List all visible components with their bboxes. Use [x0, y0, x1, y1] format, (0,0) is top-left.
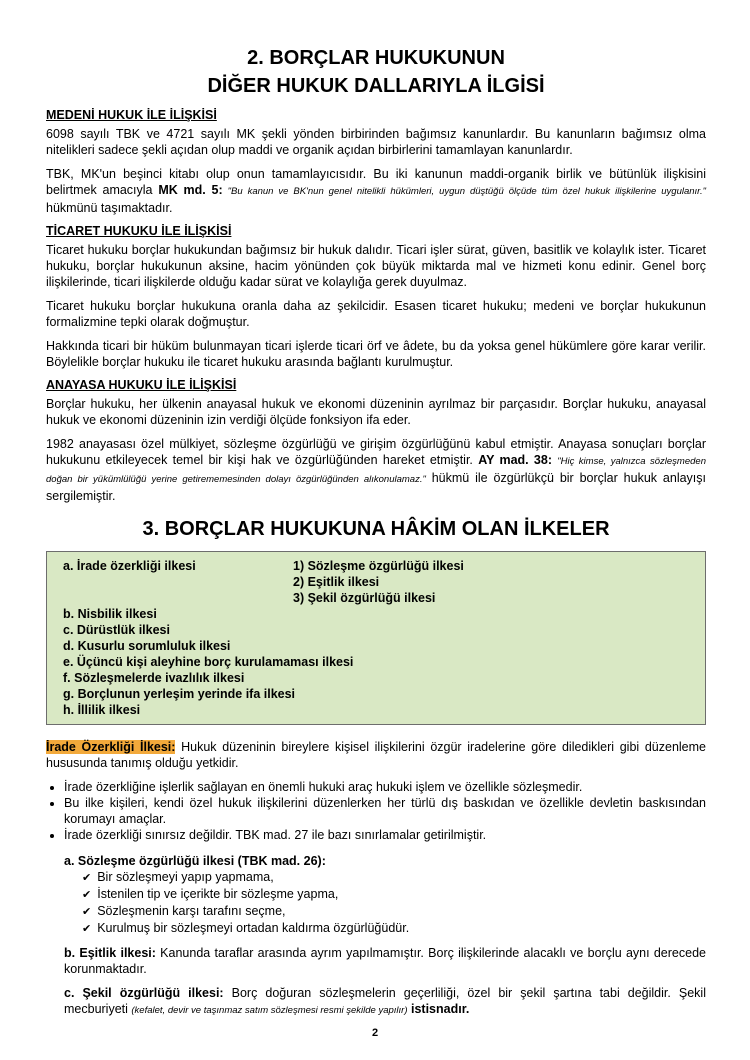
paragraph: 1982 anayasası özel mülkiyet, sözleşme özgürlüğü ve girişim özgürlüğünü kabul etmiştir. Anayasa sonuçları borçlar hukukunu etkileyecek temel bir kişi hak ve özgürlüğünden hareket etmiştir. AY mad. 38: "Hiç kimse, yalnızca sözleşmeden doğan bir yükümlülüğü yerine getirememesinden dolayı özgürlüğünden alıkonulamaz." hükmü ile özgürlükçü bir borçlar hukuk anlayışı sergilemiştir.	[46, 437, 706, 503]
principle-row	[63, 574, 691, 590]
list-item: • İrade özerkliği sınırsız değildir. TBK mad. 27 ile bazı sınırlamalar getirilmiştir.	[64, 827, 706, 843]
sub-section-c: c. Şekil özgürlüğü ilkesi: Borç doğuran sözleşmelerin geçerliliği, özel bir şekil şartına tabi değildir. Şekil mecburiyeti (kefalet, devir ve taşınmaz satım sözleşmesi resmi şekilde yapılır) istisnadır.	[64, 986, 706, 1016]
paragraph: Borçlar hukuku, her ülkenin anayasal hukuk ve ekonomi düzeninin ayrılmaz bir parçasıdır. Borçlar hukuku, anayasal hukuk ve ekonomi düzeninin izin verdiği ölçüde fonksiyon ifa eder.	[46, 397, 706, 427]
paragraph: Hakkında ticari bir hüküm bulunmayan ticari işlerde ticari örf ve âdete, bu da yoksa genel hükümlere göre karar verilir. Böylelikle borçlar hukuku ile ticaret hukuku arasında bağlantı kurulmuştur.	[46, 339, 706, 369]
principle-sub-item: 3) Şekil özgürlüğü ilkesi	[293, 591, 436, 605]
document-page	[46, 44, 706, 1027]
sub-heading: a. Sözleşme özgürlüğü ilkesi (TBK mad. 26):	[64, 854, 326, 868]
list-item: • İrade özerkliğine işlerlik sağlayan en önemli hukuki araç hukuki işlem ve özellikle sözleşmedir.	[64, 779, 706, 795]
law-quote: "Hiç kimse, yalnızca sözleşmeden doğan bir yükümlülüğü yerine getirememesinden dolayı özgürlüğünden alıkonulamaz."	[46, 456, 706, 485]
principle-item: h. İllilik ilkesi	[63, 703, 141, 717]
paragraph: TBK, MK'un beşinci kitabı olup onun tamamlayıcısıdır. Bu iki kanunun maddi-organik birlik ve bütünlük ilişkisini belirtmek amacıyla MK md. 5: "Bu kanun ve BK'nun genel nitelikli hükümleri, uygun düştüğü ölçüde tüm özel hukuk ilişkilerine uygulanır." hükmünü taşımaktadır.	[46, 167, 706, 215]
list-item: • Bu ilke kişileri, kendi özel hukuk ilişkilerini düzenlerken her türlü dış baskıdan ve özellikle devletin baskısından korumayı amaçlar.	[64, 795, 706, 827]
principle-sub-item: 1) Sözleşme özgürlüğü ilkesi	[293, 559, 464, 573]
sub-section-b: b. Eşitlik ilkesi: Kanunda taraflar arasında ayrım yapılmamıştır. Borç ilişkilerinde alacaklı ve borçlu aynı derecede korunmaktadır.	[64, 946, 706, 976]
principle-sub-item: 2) Eşitlik ilkesi	[293, 575, 380, 589]
principle-item: d. Kusurlu sorumluluk ilkesi	[63, 639, 231, 653]
principle-item: c. Dürüstlük ilkesi	[63, 623, 170, 637]
paragraph: Ticaret hukuku borçlar hukukundan bağımsız bir hukuk dalıdır. Ticari işler sürat, güven, basitlik ve kolaylık ister. Ticaret hukuku, borçlar hukukunun aksine, hacim yönünden çok büyük miktarda mal ve hizmeti konu edinir. Genel borç ilişkilerinde, ticari ilişkilerde olduğu kadar sürat ve kolaylığa gerek duyulmaz.	[46, 243, 706, 289]
check-list	[64, 869, 706, 937]
note: (kefalet, devir ve taşınmaz satım sözleşmesi resmi şekilde yapılır)	[131, 1005, 408, 1016]
paragraph: Ticaret hukuku borçlar hukukuna oranla daha az şekilcidir. Esasen ticaret hukuku; medeni ve borçlar hukukunun formalizmine tepki olarak doğmuştur.	[46, 299, 706, 329]
principle-item: a. İrade özerkliği ilkesi	[63, 559, 196, 573]
law-reference: MK md. 5:	[158, 183, 223, 197]
paragraph: 6098 sayılı TBK ve 4721 sayılı MK şekli yönden birbirinden bağımsız kanunlardır. Bu kanunların bağımsız olma nitelikleri sadece şekli açıdan olup maddi ve organik açıdan birbirlerini tamamlayan kanunlardır.	[46, 127, 706, 157]
section3-heading: 3. BORÇLAR HUKUKUNA HÂKİM OLAN İLKELER	[142, 518, 610, 540]
law-reference: AY mad. 38:	[478, 453, 552, 467]
principles-box	[46, 551, 706, 725]
section-heading-ticaret: TİCARET HUKUKU İLE İLİŞKİSİ	[46, 224, 232, 238]
principle-item: b. Nisbilik ilkesi	[63, 607, 157, 621]
check-item: ✔ Kurulmuş bir sözleşmeyi ortadan kaldırma özgürlüğüdür.	[82, 920, 706, 937]
page-number: 2	[371, 1027, 379, 1039]
sub-heading: c. Şekil özgürlüğü ilkesi:	[64, 986, 224, 1000]
bullet-list	[46, 779, 706, 843]
principle-row	[63, 558, 691, 574]
law-quote: "Bu kanun ve BK'nun genel nitelikli hükümleri, uygun düştüğü ölçüde tüm özel hukuk ilişkilerine uygulanır."	[222, 186, 706, 197]
section-heading-anayasa: ANAYASA HUKUKU İLE İLİŞKİSİ	[46, 378, 237, 392]
highlighted-term: İrade Özerkliği İlkesi:	[46, 740, 176, 754]
check-item: ✔ İstenilen tip ve içerikte bir sözleşme yapma,	[82, 886, 706, 903]
principle-item: g. Borçlunun yerleşim yerinde ifa ilkesi	[63, 687, 296, 701]
page-title-line2: DİĞER HUKUK DALLARIYLA İLGİSİ	[207, 75, 545, 97]
check-item: ✔ Sözleşmenin karşı tarafını seçme,	[82, 903, 706, 920]
principle-row	[63, 590, 691, 606]
principle-item: e. Üçüncü kişi aleyhine borç kurulamaması ilkesi	[63, 655, 354, 669]
section-heading-medeni: MEDENİ HUKUK İLE İLİŞKİSİ	[46, 108, 217, 122]
page-title-line1: 2. BORÇLAR HUKUKUNUN	[247, 47, 505, 69]
check-item: ✔ Bir sözleşmeyi yapıp yapmama,	[82, 869, 706, 886]
paragraph: İrade Özerkliği İlkesi: Hukuk düzeninin bireylere kişisel ilişkilerini özgür iradelerine göre diledikleri gibi düzenleme hususunda tanımış olduğu yetkidir.	[46, 740, 706, 770]
sub-section-a	[64, 853, 706, 937]
sub-heading: b. Eşitlik ilkesi:	[64, 946, 156, 960]
principle-item: f. Sözleşmelerde ivazlılık ilkesi	[63, 671, 245, 685]
